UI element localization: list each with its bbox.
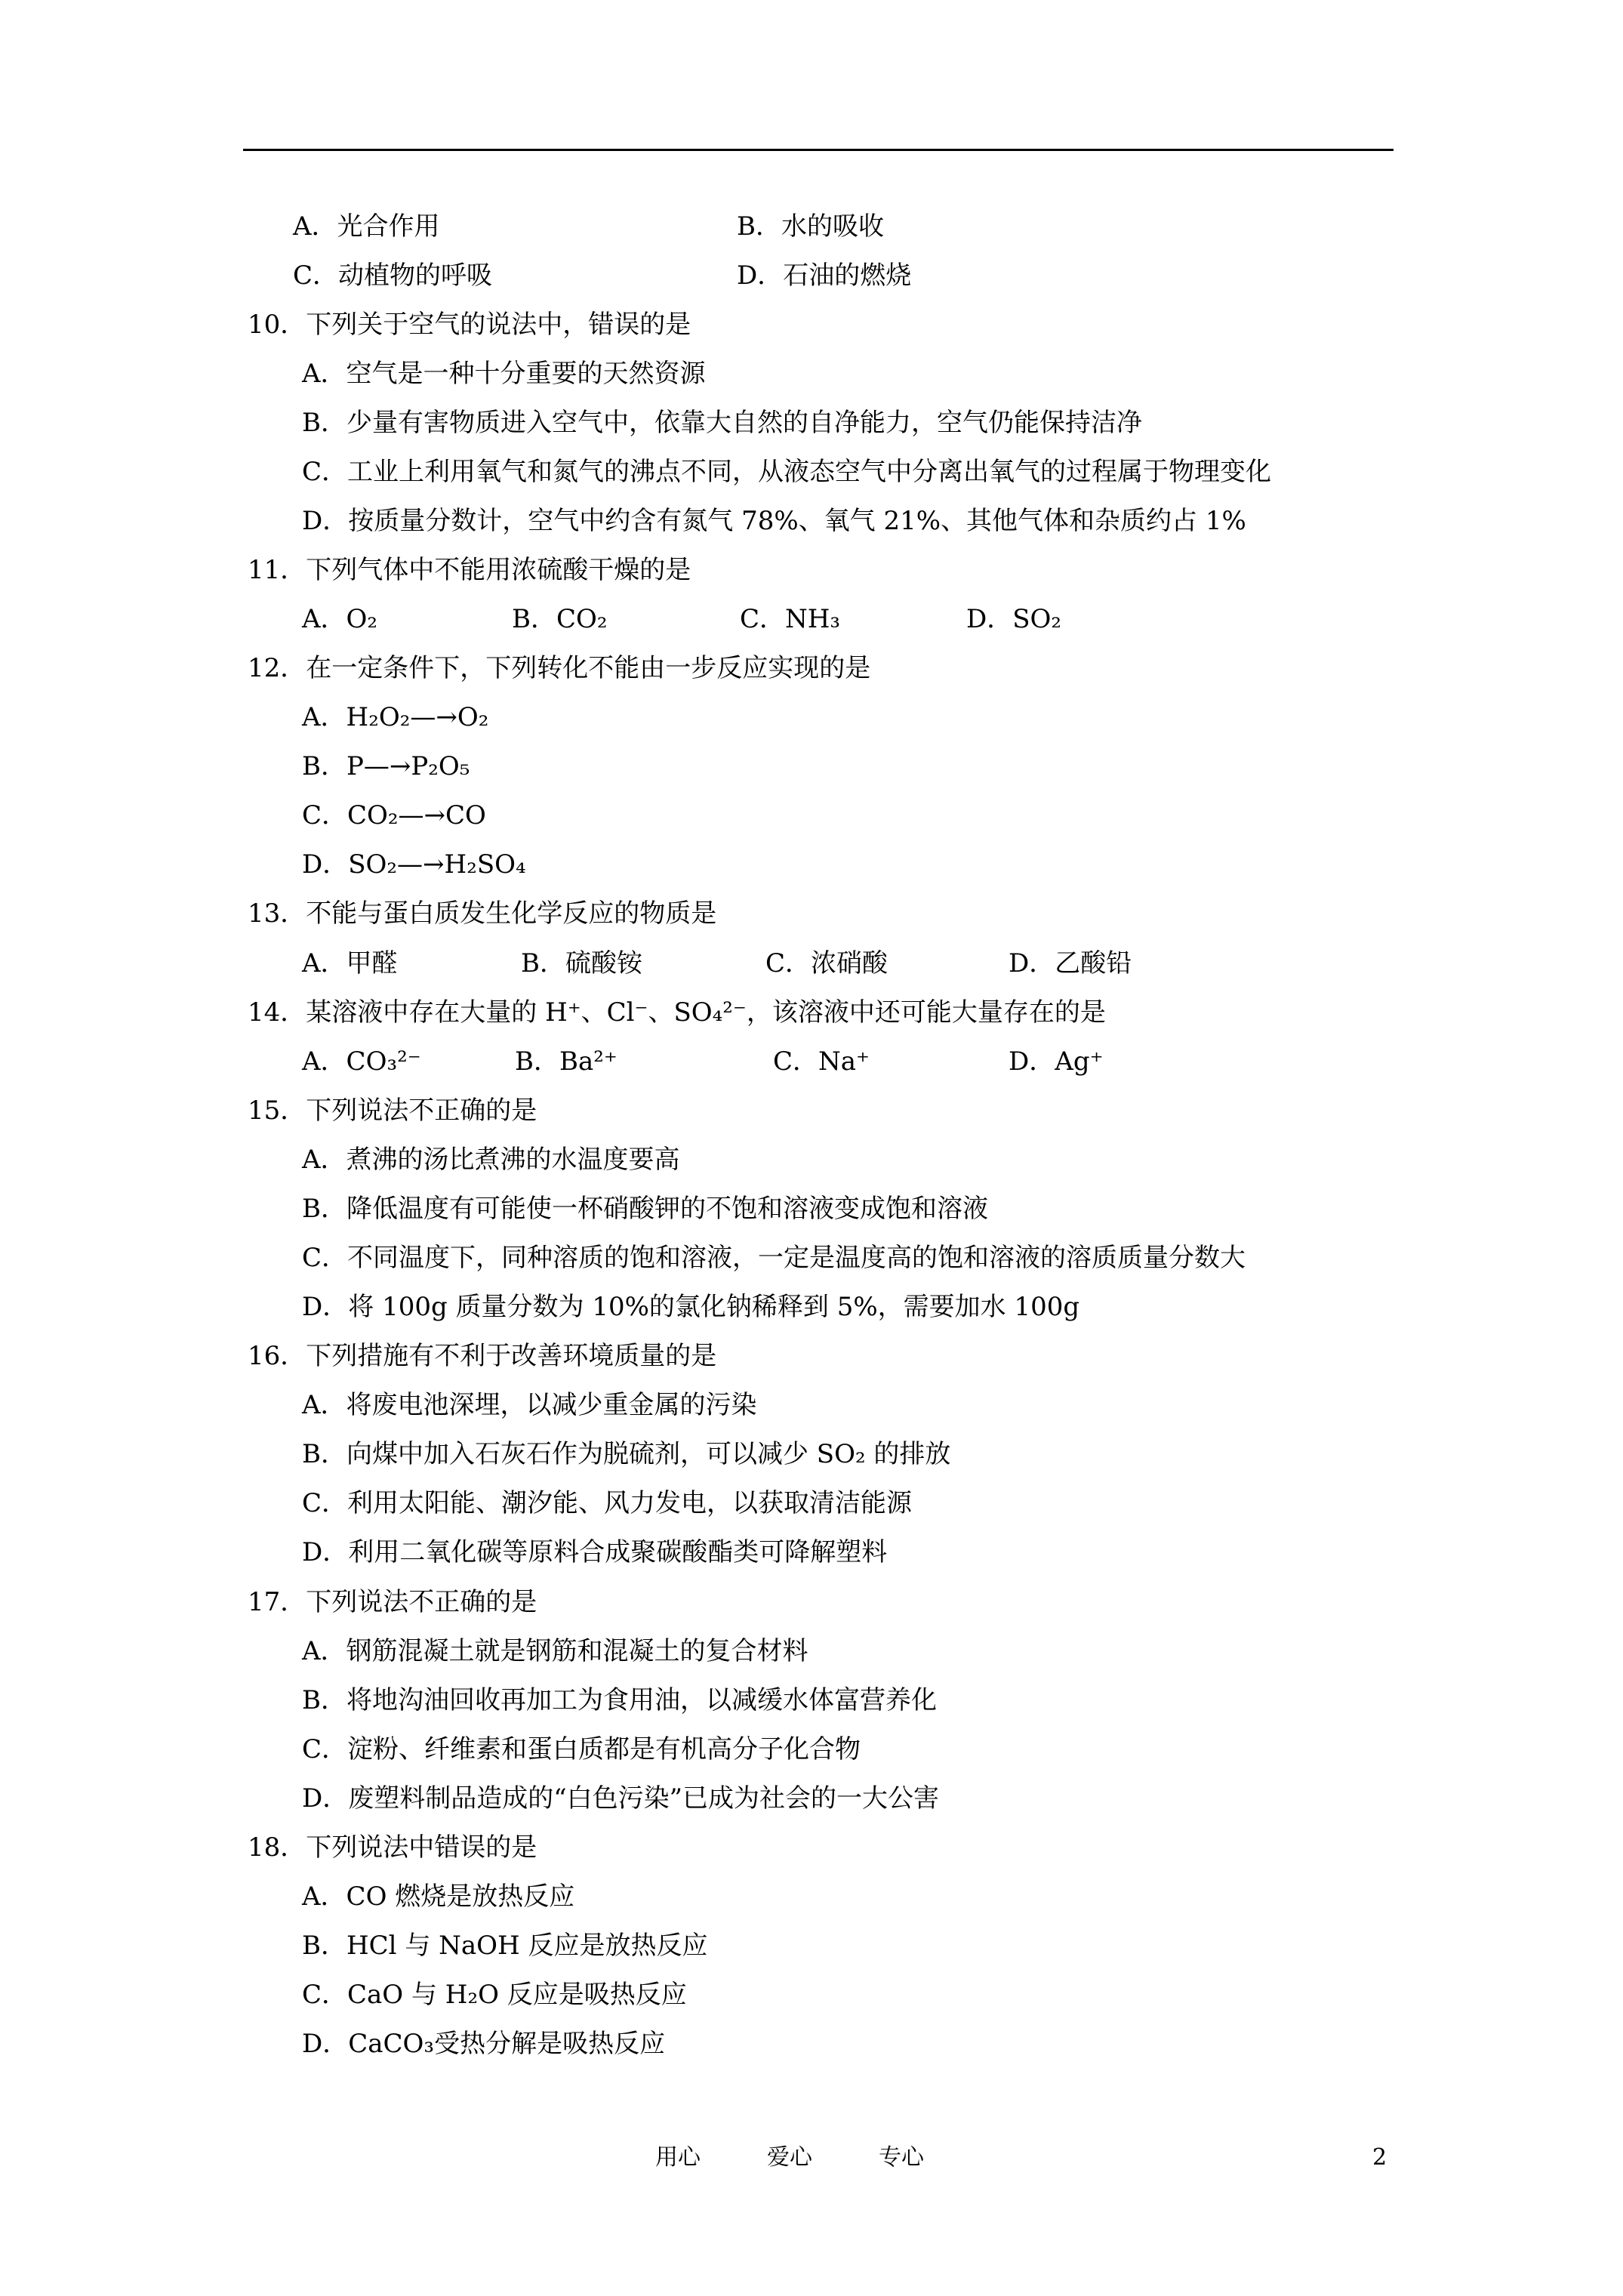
q16-option-b: B．向煤中加入石灰石作为脱硫剂，可以减少 SO₂ 的排放 [302,1439,951,1469]
q14-option-d: D．Ag⁺ [1009,1046,1104,1077]
q12-option-a: A．H₂O₂—→O₂ [302,702,489,732]
q10-option-d: D．按质量分数计，空气中约含有氮气 78%、氧气 21%、其他气体和杂质约占 1% [302,506,1246,536]
q15-option-c: C．不同温度下，同种溶质的饱和溶液，一定是温度高的饱和溶液的溶质质量分数大 [302,1243,1246,1273]
q15-option-d: D．将 100g 质量分数为 10%的氯化钠稀释到 5%，需要加水 100g [302,1292,1080,1322]
q9-option-a: A．光合作用 [293,211,440,242]
q17-stem: 17．下列说法不正确的是 [248,1587,537,1617]
q18-option-a: A．CO 燃烧是放热反应 [302,1881,575,1912]
q18-stem: 18．下列说法中错误的是 [248,1832,537,1863]
q11-option-d: D．SO₂ [966,604,1062,634]
q16-option-c: C．利用太阳能、潮汐能、风力发电，以获取清洁能源 [302,1488,913,1518]
q18-option-b: B．HCl 与 NaOH 反应是放热反应 [302,1931,708,1961]
q14-option-b: B．Ba²⁺ [515,1046,617,1077]
q13-option-c: C．浓硝酸 [765,948,888,978]
q15-stem: 15．下列说法不正确的是 [248,1096,537,1126]
q17-option-a: A．钢筋混凝土就是钢筋和混凝土的复合材料 [302,1636,808,1666]
q10-option-a: A．空气是一种十分重要的天然资源 [302,359,706,389]
footer-motto-2: 爱心 [767,2144,812,2171]
q12-option-b: B．P—→P₂O₅ [302,751,470,781]
q10-option-b: B．少量有害物质进入空气中，依靠大自然的自净能力，空气仍能保持洁净 [302,408,1142,438]
q12-option-d: D．SO₂—→H₂SO₄ [302,849,526,880]
q9-option-d: D．石油的燃烧 [737,260,912,291]
q15-option-b: B．降低温度有可能使一杯硝酸钾的不饱和溶液变成饱和溶液 [302,1194,988,1224]
q16-option-d: D．利用二氧化碳等原料合成聚碳酸酯类可降解塑料 [302,1537,888,1567]
q15-option-a: A．煮沸的汤比煮沸的水温度要高 [302,1145,680,1175]
q13-stem: 13．不能与蛋白质发生化学反应的物质是 [248,898,717,929]
q11-stem: 11．下列气体中不能用浓硫酸干燥的是 [248,555,691,585]
q9-option-b: B．水的吸收 [737,211,884,242]
q11-option-b: B．CO₂ [512,604,608,634]
q11-option-c: C．NH₃ [740,604,841,634]
q12-option-c: C．CO₂—→CO [302,800,486,831]
q13-option-a: A．甲醛 [302,948,398,978]
q11-option-a: A．O₂ [302,604,378,634]
q17-option-c: C．淀粉、纤维素和蛋白质都是有机高分子化合物 [302,1734,861,1764]
q18-option-c: C．CaO 与 H₂O 反应是吸热反应 [302,1980,687,2010]
q14-stem: 14．某溶液中存在大量的 H⁺、Cl⁻、SO₄²⁻，该溶液中还可能大量存在的是 [248,997,1106,1028]
footer-motto-3: 专心 [879,2144,924,2171]
q10-option-c: C．工业上利用氧气和氮气的沸点不同，从液态空气中分离出氧气的过程属于物理变化 [302,457,1272,487]
q14-option-c: C．Na⁺ [773,1046,870,1077]
page-number: 2 [1372,2144,1387,2171]
q16-stem: 16．下列措施有不利于改善环境质量的是 [248,1341,717,1371]
q10-stem: 10．下列关于空气的说法中，错误的是 [248,310,691,340]
header-rule [243,149,1394,151]
q17-option-b: B．将地沟油回收再加工为食用油，以减缓水体富营养化 [302,1685,937,1715]
q13-option-d: D．乙酸铅 [1009,948,1132,978]
q17-option-d: D．废塑料制品造成的“白色污染”已成为社会的一大公害 [302,1783,940,1814]
q12-stem: 12．在一定条件下，下列转化不能由一步反应实现的是 [248,653,871,683]
q13-option-b: B．硫酸铵 [521,948,642,978]
footer-motto-1: 用心 [655,2144,701,2171]
q9-option-c: C．动植物的呼吸 [293,260,493,291]
q18-option-d: D．CaCO₃受热分解是吸热反应 [302,2029,666,2059]
q14-option-a: A．CO₃²⁻ [302,1046,421,1077]
q16-option-a: A．将废电池深埋，以减少重金属的污染 [302,1390,757,1420]
